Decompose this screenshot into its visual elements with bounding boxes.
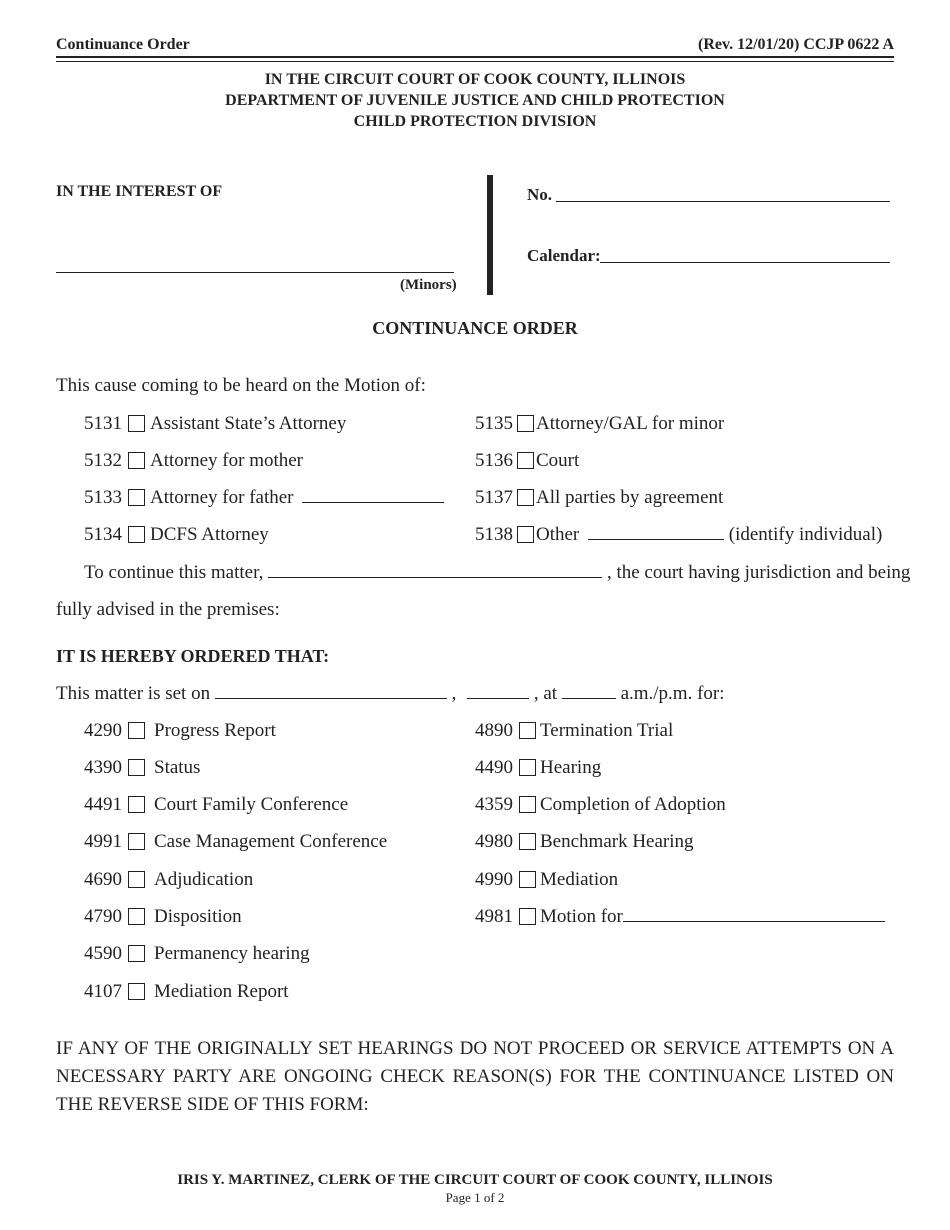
hearing-option — [84, 794, 348, 816]
continue-line2: fully advised in the premises: — [56, 599, 280, 620]
hearing-option — [475, 720, 673, 742]
hearing-checkbox-4690[interactable] — [128, 871, 145, 888]
hearing-code: 4359 — [475, 794, 513, 815]
form-revision: (Rev. 12/01/20) CCJP 0622 A — [698, 36, 894, 53]
hearing-code: 4890 — [475, 720, 513, 741]
motion-code: 5136 — [475, 450, 513, 471]
header-rule-thin — [56, 61, 894, 62]
hearing-code: 4107 — [84, 981, 122, 1002]
motion-label: All parties by agreement — [536, 487, 724, 508]
hearing-checkbox-4491[interactable] — [128, 796, 145, 813]
hearing-code: 4790 — [84, 906, 122, 927]
hearing-code: 4991 — [84, 831, 122, 852]
hearing-label: Motion for — [540, 906, 623, 927]
motion-code: 5131 — [84, 413, 122, 434]
hearing-option — [84, 720, 276, 742]
minors-name-field[interactable] — [56, 258, 454, 273]
hearing-option — [84, 981, 289, 1003]
calendar-field[interactable] — [600, 248, 890, 263]
motion-label: Attorney/GAL for minor — [536, 413, 725, 434]
hearing-code: 4490 — [475, 757, 513, 778]
order-title: CONTINUANCE ORDER — [372, 318, 578, 338]
motion-code: 5133 — [84, 487, 122, 508]
motion-option — [475, 450, 579, 472]
hearing-label: Benchmark Hearing — [540, 831, 694, 852]
other-individual-field[interactable] — [588, 538, 724, 540]
hearing-option — [84, 943, 310, 965]
continue-prefix: To continue this matter, — [84, 562, 264, 583]
set-on-sentence — [56, 683, 725, 705]
motion-checkbox-5131[interactable] — [128, 415, 145, 432]
motion-checkbox-5137[interactable] — [517, 489, 534, 506]
hearing-label: Termination Trial — [540, 720, 674, 741]
hearing-label: Progress Report — [154, 720, 276, 741]
hearing-code: 4990 — [475, 869, 513, 890]
hearing-code: 4290 — [84, 720, 122, 741]
hearing-checkbox-4490[interactable] — [519, 759, 536, 776]
hearing-label: Case Management Conference — [154, 831, 388, 852]
motion-checkbox-5132[interactable] — [128, 452, 145, 469]
motion-checkbox-5133[interactable] — [128, 489, 145, 506]
hearing-time-field[interactable] — [562, 697, 616, 699]
father-name-field[interactable] — [302, 501, 444, 503]
motion-label: Attorney for father — [150, 487, 294, 508]
hearing-label: Disposition — [154, 906, 242, 927]
hearing-code: 4390 — [84, 757, 122, 778]
hearing-option — [475, 794, 726, 816]
ordered-heading: IT IS HEREBY ORDERED THAT: — [56, 646, 330, 666]
case-number-field[interactable] — [556, 187, 890, 202]
motion-option — [475, 524, 882, 546]
motion-label: DCFS Attorney — [150, 524, 269, 545]
continue-suffix: , the court having jurisdiction and being — [606, 562, 911, 583]
hearing-label: Mediation — [540, 869, 619, 890]
court-division: CHILD PROTECTION DIVISION — [353, 113, 597, 130]
motion-option — [84, 413, 346, 435]
motion-code: 5137 — [475, 487, 513, 508]
hearing-label: Status — [154, 757, 201, 778]
hearing-code: 4690 — [84, 869, 122, 890]
case-number-label: No. — [527, 185, 553, 204]
hearing-checkbox-4991[interactable] — [128, 833, 145, 850]
minors-label: (Minors) — [400, 277, 457, 293]
hearing-code: 4980 — [475, 831, 513, 852]
hearing-checkbox-4890[interactable] — [519, 722, 536, 739]
header-rule-thick — [56, 56, 894, 58]
motion-label: Attorney for mother — [150, 450, 304, 471]
motion-label: Court — [536, 450, 580, 471]
motion-code: 5135 — [475, 413, 513, 434]
motion-option — [84, 524, 269, 546]
hearing-option — [475, 831, 694, 853]
hearing-option — [475, 869, 618, 891]
hearing-option — [84, 831, 387, 853]
at-label: , at — [533, 683, 558, 704]
calendar-label: Calendar: — [527, 246, 601, 265]
set-on-prefix: This matter is set on — [56, 683, 211, 704]
hearing-label: Adjudication — [154, 869, 254, 890]
caption-divider — [487, 175, 493, 295]
hearing-year-field[interactable] — [467, 697, 529, 699]
motion-code: 5138 — [475, 524, 513, 545]
motion-option — [475, 413, 724, 435]
hearing-checkbox-4790[interactable] — [128, 908, 145, 925]
motion-option — [475, 487, 723, 509]
hearing-checkbox-4980[interactable] — [519, 833, 536, 850]
ampm-label: a.m./p.m. for: — [620, 683, 725, 704]
hearing-code: 4491 — [84, 794, 122, 815]
hearing-label: Hearing — [540, 757, 602, 778]
motion-option — [84, 487, 444, 509]
motion-for-field[interactable] — [623, 920, 885, 922]
hearing-checkbox-4359[interactable] — [519, 796, 536, 813]
hearing-checkbox-4981[interactable] — [519, 908, 536, 925]
motion-option — [84, 450, 303, 472]
comma: , — [451, 683, 457, 704]
motion-checkbox-5134[interactable] — [128, 526, 145, 543]
motion-checkbox-5138[interactable] — [517, 526, 534, 543]
motion-code: 5134 — [84, 524, 122, 545]
court-department: DEPARTMENT OF JUVENILE JUSTICE AND CHILD PROTECTION — [225, 92, 725, 109]
hearing-label: Permanency hearing — [154, 943, 310, 964]
motion-code: 5132 — [84, 450, 122, 471]
hearing-checkbox-4990[interactable] — [519, 871, 536, 888]
hearing-code: 4981 — [475, 906, 513, 927]
page-number: Page 1 of 2 — [445, 1190, 505, 1205]
hearing-option — [84, 757, 200, 779]
hearing-checkbox-4107[interactable] — [128, 983, 145, 1000]
motion-label: Other — [536, 524, 580, 545]
continue-reason-field[interactable] — [268, 576, 602, 578]
hearing-label: Completion of Adoption — [540, 794, 726, 815]
motion-label: Assistant State’s Attorney — [150, 413, 347, 434]
hearing-checkbox-4390[interactable] — [128, 759, 145, 776]
hearing-label: Mediation Report — [154, 981, 289, 1002]
hearing-checkbox-4590[interactable] — [128, 945, 145, 962]
continuance-reason-notice: IF ANY OF THE ORIGINALLY SET HEARINGS DO NOT PROCEED OR SERVICE ATTEMPTS ON A NECESSARY PARTY ARE ONGOING CHECK REASON(S) FOR THE CONTINUANCE LISTED ON THE REVERSE SIDE OF THIS FORM: — [56, 1038, 894, 1115]
hearing-date-field[interactable] — [215, 697, 447, 699]
hearing-option — [475, 906, 885, 928]
hearing-option — [84, 906, 242, 928]
hearing-code: 4590 — [84, 943, 122, 964]
identify-individual-note: (identify individual) — [728, 524, 883, 545]
interest-label: IN THE INTEREST OF — [56, 183, 223, 200]
motion-checkbox-5136[interactable] — [517, 452, 534, 469]
hearing-label: Court Family Conference — [154, 794, 349, 815]
form-name: Continuance Order — [56, 36, 190, 53]
hearing-option — [475, 757, 601, 779]
hearing-option — [84, 869, 253, 891]
motion-checkbox-5135[interactable] — [517, 415, 534, 432]
hearing-checkbox-4290[interactable] — [128, 722, 145, 739]
court-name: IN THE CIRCUIT COURT OF COOK COUNTY, ILLINOIS — [264, 71, 686, 88]
clerk-footer: IRIS Y. MARTINEZ, CLERK OF THE CIRCUIT COURT OF COOK COUNTY, ILLINOIS — [177, 1172, 773, 1188]
motion-intro: This cause coming to be heard on the Motion of: — [56, 375, 426, 396]
continue-sentence — [84, 562, 910, 584]
